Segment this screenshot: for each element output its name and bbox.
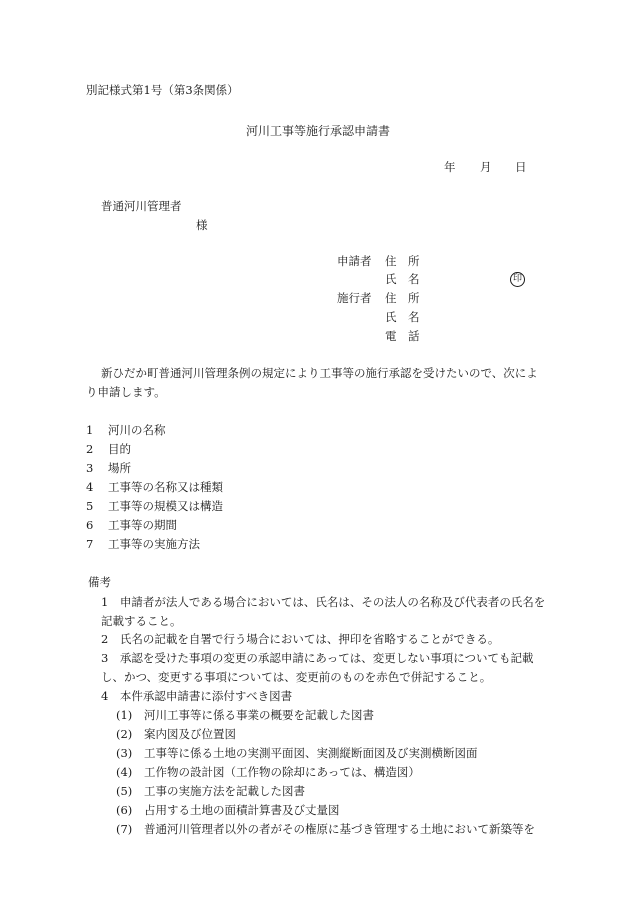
intro-line-1: 新ひだか町普通河川管理条例の規定により工事等の施行承認を受けたいので、次によ <box>101 366 538 380</box>
note-1-line-2: 記載すること。 <box>101 614 182 628</box>
item-number: 4 <box>86 480 94 494</box>
attachment-item <box>116 767 420 779</box>
note-2: 2 氏名の記載を自署で行う場合においては、押印を省略することができる。 <box>101 632 500 646</box>
attachment-text: 河川工事等に係る事業の概要を記載した図書 <box>144 708 374 722</box>
note-3-line-1: 3 承認を受けた事項の変更の承認申請にあっては、変更しない事項についても記載 <box>101 651 534 665</box>
item-number: 7 <box>86 537 94 551</box>
contractor-name-label: 氏 名 <box>385 310 420 324</box>
contractor-label: 施行者 <box>337 291 372 305</box>
note-3-line-2: し、かつ、変更する事項については、変更前のものを赤色で併記すること。 <box>101 670 492 684</box>
item-text: 工事等の規模又は構造 <box>108 499 223 513</box>
item-number: 1 <box>86 423 94 437</box>
date-year: 年 <box>444 160 456 174</box>
attachment-number: (4) <box>116 765 133 779</box>
attachment-item <box>116 805 340 817</box>
date-day: 日 <box>515 160 527 174</box>
contractor-address-label: 住 所 <box>385 291 420 305</box>
list-item <box>86 520 177 532</box>
list-item <box>86 463 131 475</box>
attachment-number: (6) <box>116 803 133 817</box>
item-text: 目的 <box>108 442 131 456</box>
note-1-line-1: 1 申請者が法人である場合においては、氏名は、その法人の名称及び代表者の氏名を <box>101 595 546 609</box>
item-number: 5 <box>86 499 94 513</box>
addressee-honorific: 様 <box>196 218 208 232</box>
intro-line-2: り申請します。 <box>86 385 166 399</box>
attachment-item <box>116 786 305 798</box>
item-text: 河川の名称 <box>108 423 166 437</box>
contractor-phone-label: 電 話 <box>385 329 420 343</box>
item-text: 工事等の実施方法 <box>108 537 200 551</box>
seal-mark: 印 <box>510 272 525 287</box>
attachment-text: 案内図及び位置図 <box>144 727 236 741</box>
attachment-text: 普通河川管理者以外の者がその権原に基づき管理する土地において新築等を <box>144 822 535 836</box>
item-number: 2 <box>86 442 94 456</box>
attachment-item <box>116 748 478 760</box>
document-title: 河川工事等施行承認申請書 <box>246 124 391 138</box>
list-item <box>86 425 166 437</box>
attachment-item <box>116 729 236 741</box>
attachment-text: 工事の実施方法を記載した図書 <box>144 784 305 798</box>
attachment-item <box>116 710 374 722</box>
item-number: 6 <box>86 518 94 532</box>
attachment-item <box>116 824 535 836</box>
applicant-label: 申請者 <box>337 254 372 268</box>
item-text: 場所 <box>108 461 131 475</box>
attachment-text: 工事等に係る土地の実測平面図、実測縦断面図及び実測横断図面 <box>144 746 478 760</box>
item-text: 工事等の期間 <box>108 518 177 532</box>
attachment-text: 占用する土地の面積計算書及び丈量図 <box>144 803 340 817</box>
attachment-number: (1) <box>116 708 133 722</box>
item-number: 3 <box>86 461 94 475</box>
item-text: 工事等の名称又は種類 <box>108 480 223 494</box>
applicant-name-label: 氏 名 <box>385 272 420 286</box>
list-item <box>86 482 223 494</box>
note-4: 4 本件承認申請書に添付すべき図書 <box>101 689 293 703</box>
attachment-text: 工作物の設計図（工作物の除却にあっては、構造図） <box>144 765 420 779</box>
attachment-number: (2) <box>116 727 133 741</box>
list-item <box>86 539 200 551</box>
applicant-address-label: 住 所 <box>385 254 420 268</box>
list-item <box>86 444 131 456</box>
attachment-number: (5) <box>116 784 133 798</box>
attachment-number: (3) <box>116 746 133 760</box>
form-reference: 別記様式第1号（第3条関係） <box>86 83 239 97</box>
attachment-number: (7) <box>116 822 133 836</box>
date-month: 月 <box>480 160 492 174</box>
notes-heading: 備考 <box>88 575 111 589</box>
list-item <box>86 501 223 513</box>
addressee-name: 普通河川管理者 <box>101 199 182 213</box>
